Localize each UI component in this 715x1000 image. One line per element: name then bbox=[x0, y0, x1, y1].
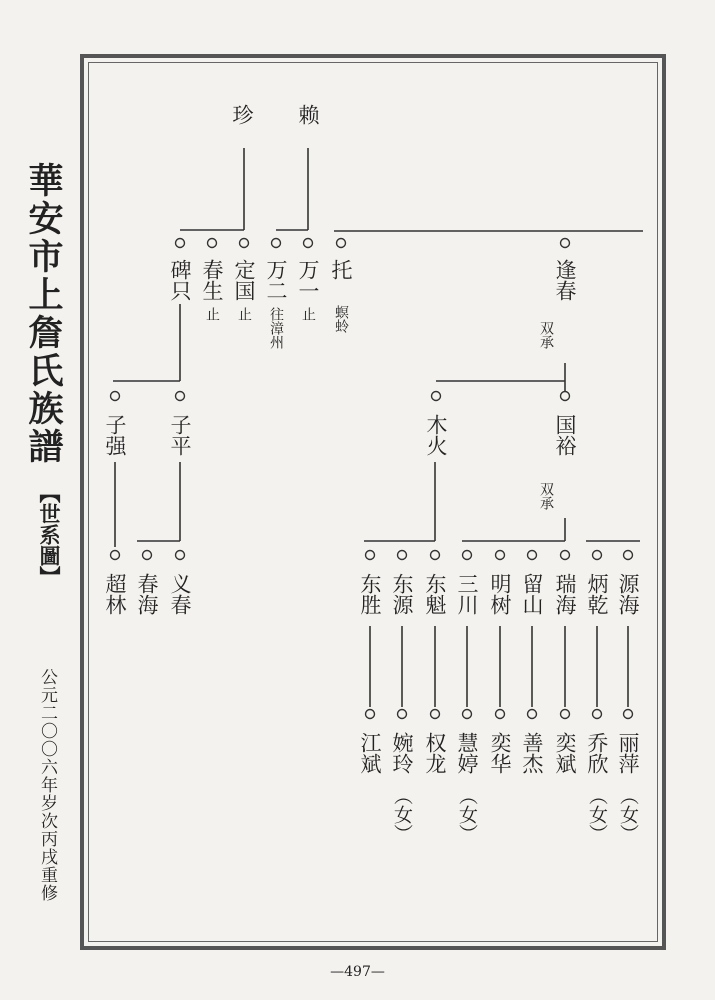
gen4-name: 东胜 bbox=[358, 573, 382, 615]
gen5-name: 乔欣 bbox=[585, 732, 609, 774]
gen2-name: 万二 bbox=[264, 259, 288, 301]
gen5-name: 丽萍 bbox=[616, 732, 640, 774]
gen2-name: 碑只 bbox=[168, 259, 192, 301]
gen2-note: 止 bbox=[300, 307, 316, 321]
gen5-name: 善杰 bbox=[520, 732, 544, 774]
gen4-name: 春海 bbox=[135, 573, 159, 615]
gen4-name: 炳乾 bbox=[585, 573, 609, 615]
gen1-name-zhen: 珍 bbox=[230, 104, 254, 125]
gen3-name: 木火 bbox=[424, 414, 448, 456]
gen5-note: （女） bbox=[456, 786, 478, 843]
gen2-note: 止 bbox=[204, 307, 220, 321]
gen2-note: 双承 bbox=[538, 321, 554, 349]
gen5-name: 奕斌 bbox=[553, 732, 577, 774]
gen4-name: 明树 bbox=[488, 573, 512, 615]
gen2-note: 止 bbox=[236, 307, 252, 321]
gen3-name: 国裕 bbox=[553, 414, 577, 456]
gen2-name: 托 bbox=[329, 259, 353, 280]
gen5-name: 江斌 bbox=[358, 732, 382, 774]
gen4-name: 留山 bbox=[520, 573, 544, 615]
gen4-name: 瑞海 bbox=[553, 573, 577, 615]
gen4-name: 超林 bbox=[103, 573, 127, 615]
gen2-name: 逢春 bbox=[553, 259, 577, 301]
gen5-note: （女） bbox=[391, 786, 413, 843]
gen2-note: 螟蛉 bbox=[333, 305, 349, 333]
gen5-note: （女） bbox=[617, 786, 639, 843]
gen2-note: 往漳州 bbox=[268, 307, 284, 349]
gen2-name: 定国 bbox=[232, 259, 256, 301]
gen5-name: 权龙 bbox=[423, 732, 447, 774]
gen4-name: 义春 bbox=[168, 573, 192, 615]
gen4-name: 东源 bbox=[390, 573, 414, 615]
gen1-name-lai: 赖 bbox=[296, 104, 320, 125]
gen5-name: 奕华 bbox=[488, 732, 512, 774]
gen2-name: 万一 bbox=[296, 259, 320, 301]
gen4-name: 三川 bbox=[455, 573, 479, 615]
gen5-name: 慧婷 bbox=[455, 732, 479, 774]
section-subtitle: 【世系圖】 bbox=[37, 482, 62, 587]
gen3-note: 双承 bbox=[538, 482, 554, 510]
gen3-name: 子平 bbox=[168, 414, 192, 456]
gen2-name: 春生 bbox=[200, 259, 224, 301]
gen5-name: 婉玲 bbox=[390, 732, 414, 774]
page-number: —497— bbox=[330, 964, 385, 980]
genealogy-title: 華安市上詹氏族譜 bbox=[23, 162, 64, 466]
gen4-name: 源海 bbox=[616, 573, 640, 615]
revision-date: 公元二〇〇六年岁次丙戌重修 bbox=[37, 668, 57, 902]
gen5-note: （女） bbox=[586, 786, 608, 843]
gen4-name: 东魁 bbox=[423, 573, 447, 615]
gen3-name: 子强 bbox=[103, 414, 127, 456]
